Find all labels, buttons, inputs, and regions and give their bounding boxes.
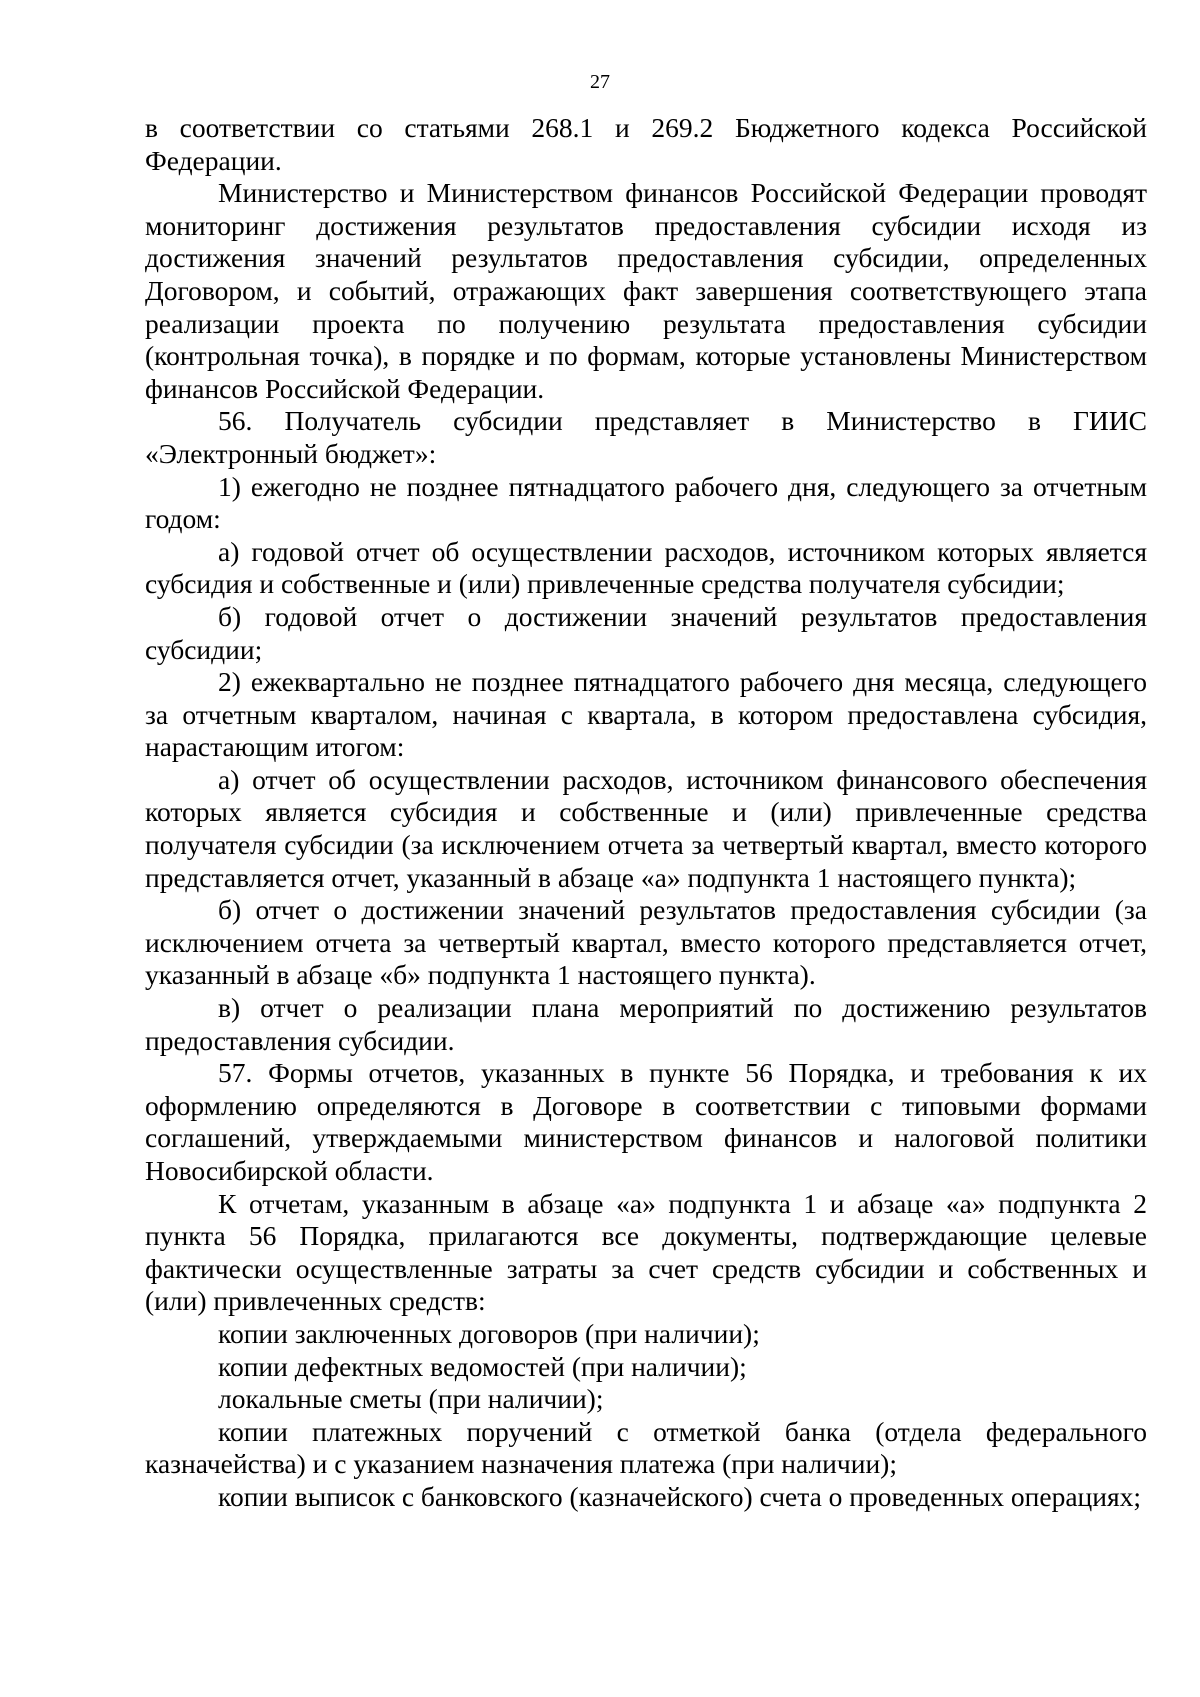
paragraph: локальные сметы (при наличии); (218, 1383, 604, 1415)
page-number: 27 (590, 71, 610, 93)
paragraph: 56. Получатель субсидии представляет в Министерство в ГИИС «Электронный бюджет»: (145, 405, 1147, 469)
paragraph: копии заключенных договоров (при наличии); (218, 1317, 760, 1349)
document-body (145, 112, 1147, 1514)
paragraph: Министерство и Министерством финансов Российской Федерации проводят мониторинг достижения результатов предоставления субсидии исходя из достижения значений результатов предоставления субсидии, определенных Договором, и событий, отражающих факт завершения соответствующего этапа реализации проекта по получению результата предоставления субсидии (контрольная точка), в порядке и по формам, которые установлены Министерством финансов Российской Федерации. (145, 177, 1147, 404)
paragraph: копии выписок с банковского (казначейского) счета о проведенных операциях; (218, 1480, 1142, 1512)
paragraph: 1) ежегодно не позднее пятнадцатого рабочего дня, следующего за отчетным годом: (145, 470, 1147, 535)
paragraph: а) годовой отчет об осуществлении расходов, источником которых является субсидия и собственные и (или) привлеченные средства получателя субсидии; (145, 535, 1147, 600)
paragraph: б) годовой отчет о достижении значений результатов предоставления субсидии; (145, 600, 1147, 665)
paragraph: 57. Формы отчетов, указанных в пункте 56 Порядка, и требования к их оформлению определяются в Договоре в соответствии с типовыми формами соглашений, утверждаемыми министерством финансов и налоговой политики Новосибирской области. (145, 1057, 1147, 1186)
paragraph: копии платежных поручений с отметкой банка (отдела федерального казначейства) и с указанием назначения платежа (при наличии); (145, 1415, 1147, 1480)
paragraph: 2) ежеквартально не позднее пятнадцатого рабочего дня месяца, следующего за отчетным кварталом, начиная с квартала, в котором предоставлена субсидия, нарастающим итогом: (145, 666, 1147, 763)
paragraph: а) отчет об осуществлении расходов, источником финансового обеспечения которых является субсидия и собственные и (или) привлеченные средства получателя субсидии (за исключением отчета за четвертый квартал, вместо которого представляется отчет, указанный в абзаце «а» подпункта 1 настоящего пункта); (145, 763, 1147, 893)
paragraph: б) отчет о достижении значений результатов предоставления субсидии (за исключением отчета за четвертый квартал, вместо которого представляется отчет, указанный в абзаце «б» подпункта 1 настоящего пункта). (145, 894, 1147, 991)
paragraph: копии дефектных ведомостей (при наличии); (218, 1350, 747, 1382)
paragraph: в соответствии со статьями 268.1 и 269.2 Бюджетного кодекса Российской Федерации. (145, 112, 1147, 176)
paragraph: К отчетам, указанным в абзаце «а» подпункта 1 и абзаце «а» подпункта 2 пункта 56 Порядка, прилагаются все документы, подтверждающие целевые фактически осуществленные затраты за счет средств субсидии и собственных и (или) привлеченных средств: (145, 1187, 1147, 1317)
paragraph: в) отчет о реализации плана мероприятий по достижению результатов предоставления субсидии. (145, 992, 1147, 1056)
